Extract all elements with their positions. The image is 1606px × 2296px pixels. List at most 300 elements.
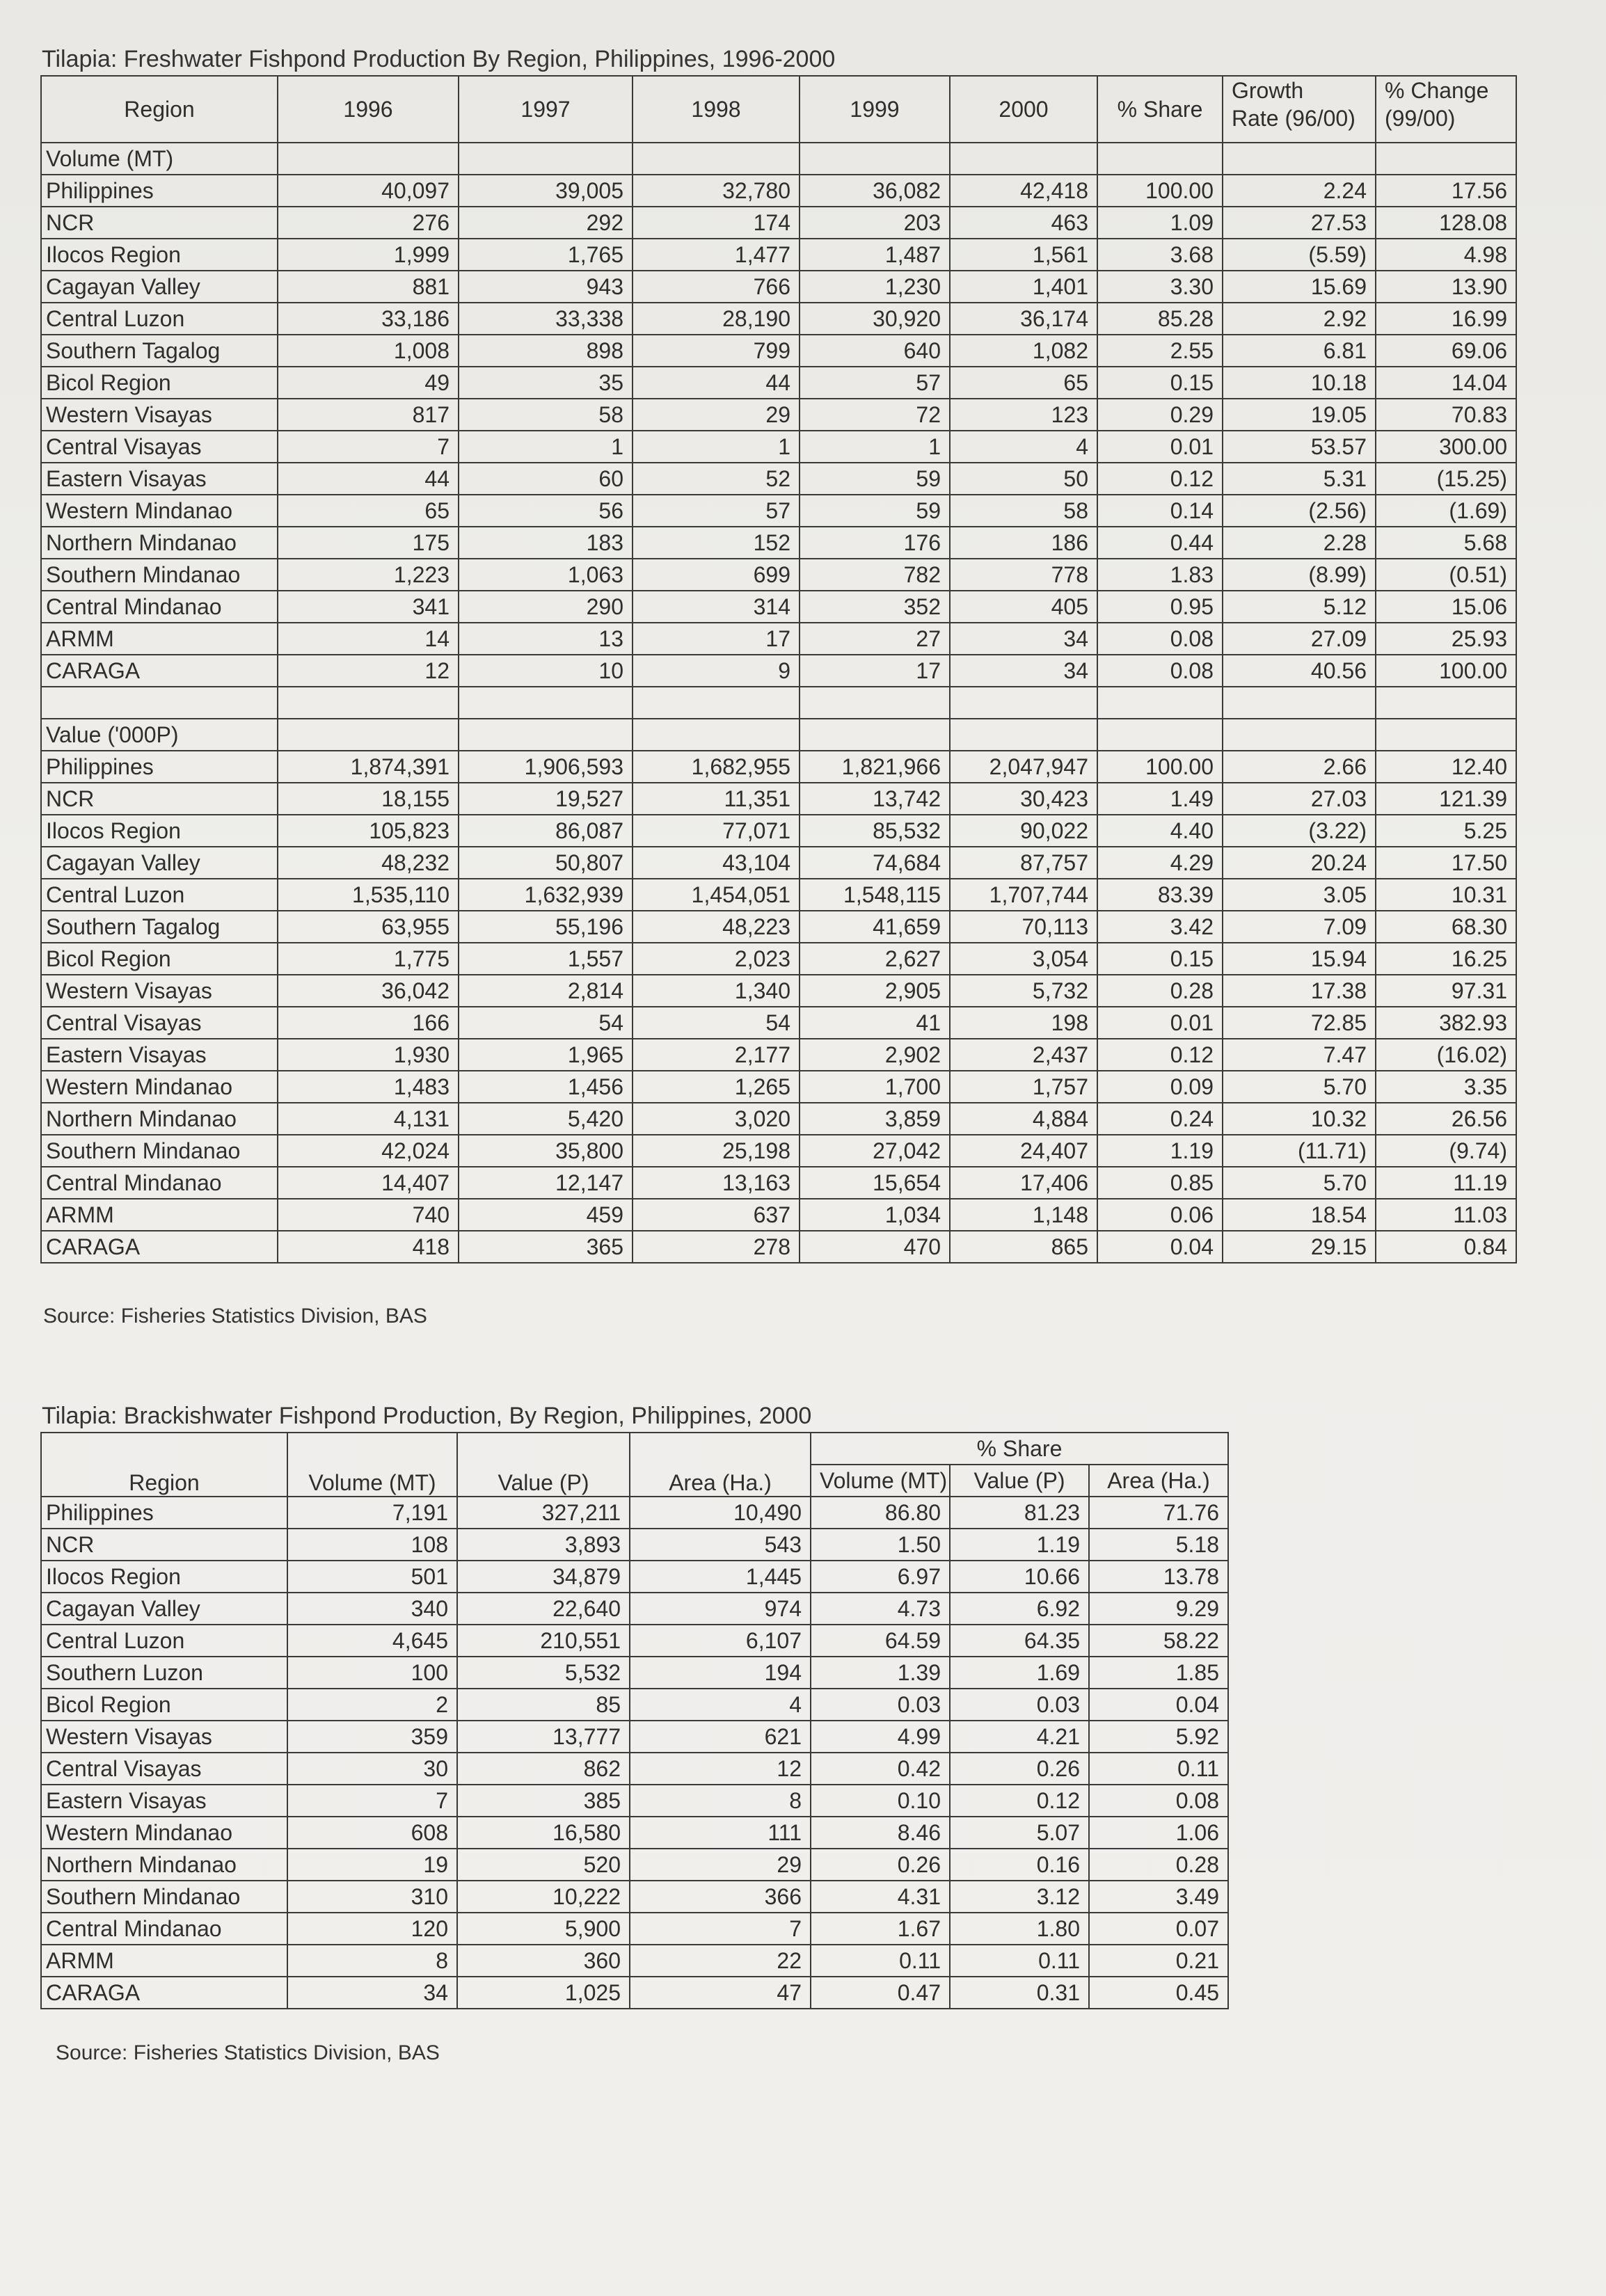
table-row (41, 1039, 1516, 1071)
value-cell: 365 (459, 1231, 633, 1263)
value-cell: 18,155 (278, 783, 459, 815)
value-cell: 10,222 (457, 1881, 630, 1913)
value-cell: 2.55 (1097, 335, 1223, 367)
table-row (41, 751, 1516, 783)
value-cell: 58 (459, 399, 633, 431)
region-cell: CARAGA (41, 1231, 278, 1263)
region-cell: Southern Mindanao (41, 559, 278, 591)
table-row (41, 1007, 1516, 1039)
value-cell: 0.16 (950, 1849, 1089, 1881)
region-cell: Central Luzon (41, 1625, 287, 1657)
value-cell: 59 (800, 495, 950, 527)
freshwater-table (40, 75, 1517, 1263)
value-cell: 64.35 (950, 1625, 1089, 1657)
value-cell: 1.50 (811, 1529, 950, 1561)
value-cell: 1,561 (950, 239, 1097, 271)
header-year: 1997 (459, 76, 633, 143)
value-cell: 0.15 (1097, 943, 1223, 975)
empty-cell (633, 687, 800, 719)
value-cell: 29.15 (1223, 1231, 1376, 1263)
value-cell: 55,196 (459, 911, 633, 943)
value-cell: 1,008 (278, 335, 459, 367)
value-cell: 2,023 (633, 943, 800, 975)
region-cell: Eastern Visayas (41, 463, 278, 495)
table-row (41, 463, 1516, 495)
value-cell: 3.35 (1376, 1071, 1516, 1103)
value-cell: 310 (287, 1881, 457, 1913)
header-share-value: Value (P) (950, 1465, 1089, 1497)
value-cell: 2.28 (1223, 527, 1376, 559)
value-cell: 12,147 (459, 1167, 633, 1199)
value-cell: 2,437 (950, 1039, 1097, 1071)
table1-source: Source: Fisheries Statistics Division, BAS (43, 1305, 427, 1328)
table-row (41, 335, 1516, 367)
value-cell: 0.15 (1097, 367, 1223, 399)
value-cell: 360 (457, 1945, 630, 1977)
value-cell: 385 (457, 1785, 630, 1817)
value-cell: 2.66 (1223, 751, 1376, 783)
value-cell: 1.39 (811, 1657, 950, 1689)
value-cell: 782 (800, 559, 950, 591)
table-row (41, 1071, 1516, 1103)
value-cell: 58.22 (1089, 1625, 1228, 1657)
value-cell: (11.71) (1223, 1135, 1376, 1167)
value-cell: 1.80 (950, 1913, 1089, 1945)
value-cell: 0.47 (811, 1977, 950, 2009)
value-cell: 0.04 (1097, 1231, 1223, 1263)
value-cell: 105,823 (278, 815, 459, 847)
value-cell: 17.56 (1376, 175, 1516, 207)
value-cell: 1,632,939 (459, 879, 633, 911)
value-cell: 20.24 (1223, 847, 1376, 879)
empty-cell (1097, 687, 1223, 719)
value-cell: 4,645 (287, 1625, 457, 1657)
value-cell: 186 (950, 527, 1097, 559)
table-row (41, 303, 1516, 335)
value-cell: 123 (950, 399, 1097, 431)
header-area: Area (Ha.) (630, 1433, 811, 1497)
value-cell: 0.12 (1097, 463, 1223, 495)
value-cell: 121.39 (1376, 783, 1516, 815)
value-cell: 54 (459, 1007, 633, 1039)
table-row (41, 655, 1516, 687)
value-cell: 0.28 (1089, 1849, 1228, 1881)
value-cell: 1,775 (278, 943, 459, 975)
value-cell: 1.85 (1089, 1657, 1228, 1689)
value-cell: 300.00 (1376, 431, 1516, 463)
value-cell: 418 (278, 1231, 459, 1263)
table-row (41, 1103, 1516, 1135)
value-cell: 100.00 (1376, 655, 1516, 687)
value-cell: 100 (287, 1657, 457, 1689)
region-cell: Eastern Visayas (41, 1039, 278, 1071)
region-cell: Northern Mindanao (41, 1849, 287, 1881)
value-cell: 19,527 (459, 783, 633, 815)
value-cell: 64.59 (811, 1625, 950, 1657)
value-cell: 74,684 (800, 847, 950, 879)
value-cell: 47 (630, 1977, 811, 2009)
value-cell: 29 (630, 1849, 811, 1881)
value-cell: 90,022 (950, 815, 1097, 847)
header-year: 2000 (950, 76, 1097, 143)
value-cell: (9.74) (1376, 1135, 1516, 1167)
value-cell: 1,930 (278, 1039, 459, 1071)
value-cell: 36,174 (950, 303, 1097, 335)
value-cell: 14 (278, 623, 459, 655)
region-cell: Central Luzon (41, 879, 278, 911)
table-row (41, 1881, 1228, 1913)
value-cell: 13,777 (457, 1721, 630, 1753)
empty-cell (950, 687, 1097, 719)
value-cell: 59 (800, 463, 950, 495)
value-cell: 17.50 (1376, 847, 1516, 879)
value-cell: 1,757 (950, 1071, 1097, 1103)
value-cell: 5.25 (1376, 815, 1516, 847)
value-cell: 0.08 (1089, 1785, 1228, 1817)
region-cell: Central Mindanao (41, 591, 278, 623)
value-cell: 6.97 (811, 1561, 950, 1593)
value-cell: 166 (278, 1007, 459, 1039)
value-cell: 0.04 (1089, 1689, 1228, 1721)
table-row (41, 1913, 1228, 1945)
region-cell: NCR (41, 1529, 287, 1561)
table-row (41, 1135, 1516, 1167)
table-row (41, 975, 1516, 1007)
table-row (41, 879, 1516, 911)
value-cell: 30,423 (950, 783, 1097, 815)
region-cell: ARMM (41, 623, 278, 655)
value-cell: 58 (950, 495, 1097, 527)
value-cell: 9.29 (1089, 1593, 1228, 1625)
value-cell: 7.09 (1223, 911, 1376, 943)
value-cell: 0.28 (1097, 975, 1223, 1007)
value-cell: 4,884 (950, 1103, 1097, 1135)
value-cell: 4.73 (811, 1593, 950, 1625)
value-cell: 85 (457, 1689, 630, 1721)
value-cell: 1,454,051 (633, 879, 800, 911)
value-cell: 33,338 (459, 303, 633, 335)
section-label-row (41, 143, 1516, 175)
table-row (41, 1689, 1228, 1721)
value-cell: (1.69) (1376, 495, 1516, 527)
header-growth: Growth Rate (96/00) (1223, 76, 1376, 143)
value-cell: 36,082 (800, 175, 950, 207)
table-row (41, 911, 1516, 943)
value-cell: 6.81 (1223, 335, 1376, 367)
value-cell: 18.54 (1223, 1199, 1376, 1231)
value-cell: 194 (630, 1657, 811, 1689)
table-row (41, 271, 1516, 303)
table-row (41, 1849, 1228, 1881)
value-cell: 1,148 (950, 1199, 1097, 1231)
empty-cell (800, 719, 950, 751)
value-cell: 7.47 (1223, 1039, 1376, 1071)
value-cell: 4 (630, 1689, 811, 1721)
value-cell: 36,042 (278, 975, 459, 1007)
value-cell: 1,025 (457, 1977, 630, 2009)
region-cell: Cagayan Valley (41, 1593, 287, 1625)
value-cell: 9 (633, 655, 800, 687)
value-cell: 1,340 (633, 975, 800, 1007)
value-cell: 10.31 (1376, 879, 1516, 911)
value-cell: 25.93 (1376, 623, 1516, 655)
table-row (41, 1593, 1228, 1625)
value-cell: 0.11 (1089, 1753, 1228, 1785)
table-row (41, 1977, 1228, 2009)
value-cell: 11.19 (1376, 1167, 1516, 1199)
value-cell: 24,407 (950, 1135, 1097, 1167)
value-cell: 50,807 (459, 847, 633, 879)
empty-cell (800, 143, 950, 175)
region-cell: Ilocos Region (41, 239, 278, 271)
value-cell: 39,005 (459, 175, 633, 207)
value-cell: 501 (287, 1561, 457, 1593)
table-row (41, 1785, 1228, 1817)
value-cell: 0.31 (950, 1977, 1089, 2009)
region-cell: Southern Luzon (41, 1657, 287, 1689)
value-cell: 0.24 (1097, 1103, 1223, 1135)
section-label-row (41, 719, 1516, 751)
region-cell: Philippines (41, 1497, 287, 1529)
value-cell: 5.70 (1223, 1071, 1376, 1103)
header-region: Region (41, 1433, 287, 1497)
value-cell: 128.08 (1376, 207, 1516, 239)
value-cell: 5.70 (1223, 1167, 1376, 1199)
region-cell: Western Visayas (41, 1721, 287, 1753)
table-row (41, 1167, 1516, 1199)
value-cell: 943 (459, 271, 633, 303)
header-volume: Volume (MT) (287, 1433, 457, 1497)
value-cell: 3.05 (1223, 879, 1376, 911)
value-cell: 0.44 (1097, 527, 1223, 559)
region-cell: CARAGA (41, 1977, 287, 2009)
table2-title: Tilapia: Brackishwater Fishpond Production, By Region, Philippines, 2000 (42, 1403, 812, 1429)
value-cell: 70,113 (950, 911, 1097, 943)
region-cell: Western Mindanao (41, 495, 278, 527)
value-cell: 352 (800, 591, 950, 623)
value-cell: 42,024 (278, 1135, 459, 1167)
region-cell: Western Mindanao (41, 1071, 278, 1103)
value-cell: 5.68 (1376, 527, 1516, 559)
header-change: % Change (99/00) (1376, 76, 1516, 143)
value-cell: 0.45 (1089, 1977, 1228, 2009)
region-cell: Ilocos Region (41, 1561, 287, 1593)
value-cell: 3,893 (457, 1529, 630, 1561)
value-cell: 34 (950, 655, 1097, 687)
value-cell: (16.02) (1376, 1039, 1516, 1071)
value-cell: 34 (287, 1977, 457, 2009)
value-cell: 175 (278, 527, 459, 559)
value-cell: 81.23 (950, 1497, 1089, 1529)
value-cell: 0.12 (1097, 1039, 1223, 1071)
value-cell: 12 (278, 655, 459, 687)
value-cell: 30,920 (800, 303, 950, 335)
value-cell: 12.40 (1376, 751, 1516, 783)
value-cell: 44 (633, 367, 800, 399)
value-cell: 10.66 (950, 1561, 1089, 1593)
value-cell: 72.85 (1223, 1007, 1376, 1039)
value-cell: 152 (633, 527, 800, 559)
value-cell: 1,477 (633, 239, 800, 271)
value-cell: 15.06 (1376, 591, 1516, 623)
value-cell: 26.56 (1376, 1103, 1516, 1135)
value-cell: 48,223 (633, 911, 800, 943)
table-row (41, 1721, 1228, 1753)
value-cell: 35,800 (459, 1135, 633, 1167)
empty-cell (950, 143, 1097, 175)
value-cell: 3.30 (1097, 271, 1223, 303)
table-row (41, 943, 1516, 975)
value-cell: 0.08 (1097, 655, 1223, 687)
value-cell: 86.80 (811, 1497, 950, 1529)
value-cell: 799 (633, 335, 800, 367)
region-cell: Cagayan Valley (41, 847, 278, 879)
value-cell: 13,163 (633, 1167, 800, 1199)
value-cell: 382.93 (1376, 1007, 1516, 1039)
value-cell: 63,955 (278, 911, 459, 943)
region-cell: Central Visayas (41, 1753, 287, 1785)
value-cell: 4.31 (811, 1881, 950, 1913)
value-cell: 41,659 (800, 911, 950, 943)
value-cell: 0.21 (1089, 1945, 1228, 1977)
value-cell: 40,097 (278, 175, 459, 207)
table-row (41, 1657, 1228, 1689)
value-cell: 1,034 (800, 1199, 950, 1231)
value-cell: 13.78 (1089, 1561, 1228, 1593)
value-cell: 70.83 (1376, 399, 1516, 431)
region-cell: Central Visayas (41, 1007, 278, 1039)
value-cell: 10.32 (1223, 1103, 1376, 1135)
value-cell: 4,131 (278, 1103, 459, 1135)
value-cell: 1,483 (278, 1071, 459, 1103)
value-cell: 0.42 (811, 1753, 950, 1785)
value-cell: 2 (287, 1689, 457, 1721)
value-cell: 27.53 (1223, 207, 1376, 239)
value-cell: 1,965 (459, 1039, 633, 1071)
value-cell: 4.29 (1097, 847, 1223, 879)
section-label: Value ('000P) (41, 719, 278, 751)
value-cell: 65 (278, 495, 459, 527)
region-cell: NCR (41, 207, 278, 239)
value-cell: 3.49 (1089, 1881, 1228, 1913)
value-cell: 42,418 (950, 175, 1097, 207)
value-cell: 640 (800, 335, 950, 367)
value-cell: 5,900 (457, 1913, 630, 1945)
value-cell: 111 (630, 1817, 811, 1849)
value-cell: 0.03 (811, 1689, 950, 1721)
value-cell: 4.40 (1097, 815, 1223, 847)
value-cell: 8 (630, 1785, 811, 1817)
value-cell: 898 (459, 335, 633, 367)
table-row (41, 207, 1516, 239)
value-cell: 120 (287, 1913, 457, 1945)
value-cell: 608 (287, 1817, 457, 1849)
empty-cell (1223, 719, 1376, 751)
table-row (41, 1945, 1228, 1977)
value-cell: 11.03 (1376, 1199, 1516, 1231)
value-cell: (0.51) (1376, 559, 1516, 591)
value-cell: 100.00 (1097, 751, 1223, 783)
value-cell: 17 (633, 623, 800, 655)
value-cell: 8.46 (811, 1817, 950, 1849)
table-row (41, 847, 1516, 879)
value-cell: 1,223 (278, 559, 459, 591)
value-cell: 817 (278, 399, 459, 431)
table-row (41, 1231, 1516, 1263)
section-label: Volume (MT) (41, 143, 278, 175)
value-cell: 2,814 (459, 975, 633, 1007)
value-cell: 10 (459, 655, 633, 687)
value-cell: 27 (800, 623, 950, 655)
table-row (41, 559, 1516, 591)
value-cell: 1,401 (950, 271, 1097, 303)
value-cell: 637 (633, 1199, 800, 1231)
value-cell: 974 (630, 1593, 811, 1625)
value-cell: 543 (630, 1529, 811, 1561)
value-cell: 4.21 (950, 1721, 1089, 1753)
value-cell: 7,191 (287, 1497, 457, 1529)
value-cell: 1.69 (950, 1657, 1089, 1689)
value-cell: 56 (459, 495, 633, 527)
value-cell: 862 (457, 1753, 630, 1785)
value-cell: 4.98 (1376, 239, 1516, 271)
value-cell: 1.49 (1097, 783, 1223, 815)
empty-cell (278, 687, 459, 719)
empty-cell (633, 719, 800, 751)
value-cell: 22,640 (457, 1593, 630, 1625)
value-cell: 10,490 (630, 1497, 811, 1529)
value-cell: 16,580 (457, 1817, 630, 1849)
value-cell: 3,859 (800, 1103, 950, 1135)
value-cell: 85.28 (1097, 303, 1223, 335)
value-cell: 35 (459, 367, 633, 399)
value-cell: 366 (630, 1881, 811, 1913)
table-row (41, 1199, 1516, 1231)
value-cell: 290 (459, 591, 633, 623)
empty-cell (459, 143, 633, 175)
region-cell: Western Visayas (41, 975, 278, 1007)
value-cell: 3.68 (1097, 239, 1223, 271)
value-cell: 25,198 (633, 1135, 800, 1167)
value-cell: 2,902 (800, 1039, 950, 1071)
empty-cell (459, 687, 633, 719)
empty-cell (41, 687, 278, 719)
value-cell: 14.04 (1376, 367, 1516, 399)
value-cell: 29 (633, 399, 800, 431)
table-row (41, 623, 1516, 655)
value-cell: 0.01 (1097, 1007, 1223, 1039)
value-cell: 1,548,115 (800, 879, 950, 911)
value-cell: 341 (278, 591, 459, 623)
value-cell: 2,627 (800, 943, 950, 975)
value-cell: 19 (287, 1849, 457, 1881)
value-cell: 72 (800, 399, 950, 431)
value-cell: 5.31 (1223, 463, 1376, 495)
empty-cell (1097, 143, 1223, 175)
table-row (41, 399, 1516, 431)
value-cell: 2,177 (633, 1039, 800, 1071)
value-cell: 6.92 (950, 1593, 1089, 1625)
value-cell: 12 (630, 1753, 811, 1785)
value-cell: 0.14 (1097, 495, 1223, 527)
table1-title: Tilapia: Freshwater Fishpond Production By Region, Philippines, 1996-2000 (42, 46, 836, 72)
region-cell: Southern Tagalog (41, 911, 278, 943)
value-cell: 1,682,955 (633, 751, 800, 783)
empty-cell (1223, 143, 1376, 175)
value-cell: 19.05 (1223, 399, 1376, 431)
value-cell: 699 (633, 559, 800, 591)
region-cell: Central Mindanao (41, 1167, 278, 1199)
